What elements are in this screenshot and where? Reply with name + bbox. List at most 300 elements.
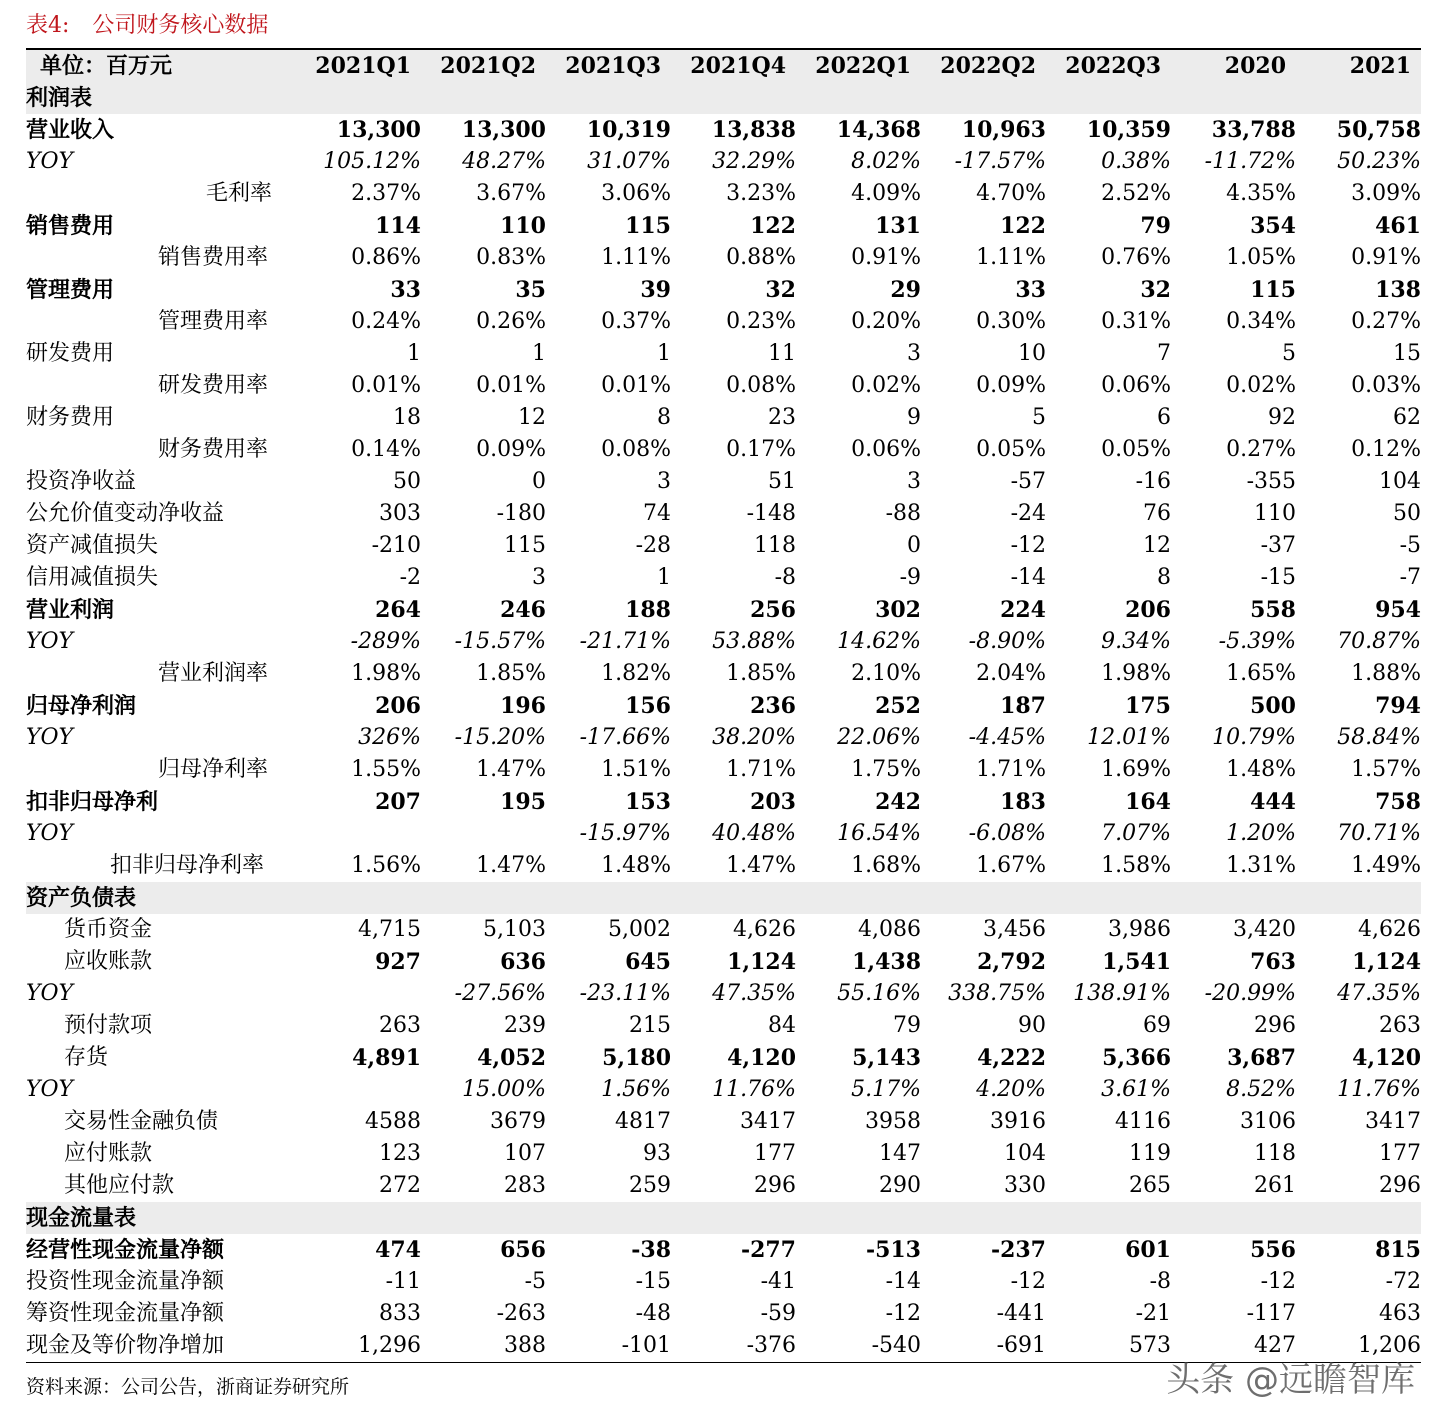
cell-value: -355 xyxy=(1246,469,1296,494)
row-label: 扣非归母净利率 xyxy=(110,853,265,878)
cell-value: -180 xyxy=(496,501,546,526)
cell-value: 104 xyxy=(1379,469,1421,494)
cell-value: 32.29% xyxy=(712,149,796,174)
cell-value: 104 xyxy=(1004,1141,1046,1166)
cell-value: 1.98% xyxy=(1101,661,1171,686)
cell-value: 48.27% xyxy=(462,149,546,174)
cell-value: -15 xyxy=(635,1269,671,1294)
cell-value: 0.31% xyxy=(1101,309,1171,334)
table-row xyxy=(26,850,1421,882)
cell-value: 5,103 xyxy=(483,917,546,942)
cell-value: 6 xyxy=(1157,405,1171,430)
cell-value: 0.01% xyxy=(351,373,421,398)
cell-value: 224 xyxy=(1000,597,1046,623)
header-period: 2022Q2 xyxy=(921,49,1046,82)
cell-value: 2.52% xyxy=(1101,181,1171,206)
cell-value: 74 xyxy=(643,501,671,526)
cell-value xyxy=(796,1202,921,1234)
cell-value: 558 xyxy=(1250,597,1296,623)
cell-value: 79 xyxy=(1140,213,1171,239)
cell-value: 0.09% xyxy=(976,373,1046,398)
cell-value: -8.90% xyxy=(968,629,1046,654)
cell-value: 15 xyxy=(1393,341,1421,366)
cell-value: 2.37% xyxy=(351,181,421,206)
cell-value: 3,456 xyxy=(983,917,1046,942)
cell-value: 175 xyxy=(1125,693,1171,719)
cell-value: 4817 xyxy=(615,1109,671,1134)
cell-value: 138 xyxy=(1375,277,1421,303)
row-label: 其他应付款 xyxy=(64,1173,175,1198)
cell-value: 1 xyxy=(532,341,546,366)
cell-value: 195 xyxy=(500,789,546,815)
cell-value: 110 xyxy=(500,213,546,239)
cell-value: 110 xyxy=(1254,501,1296,526)
table-row xyxy=(26,626,1421,658)
cell-value: 32 xyxy=(765,277,796,303)
cell-value: 10,963 xyxy=(961,117,1046,143)
cell-value: 794 xyxy=(1375,693,1421,719)
cell-value: 4,086 xyxy=(858,917,921,942)
caption-title: 公司财务核心数据 xyxy=(92,13,269,38)
row-label: 应收账款 xyxy=(64,949,153,974)
cell-value xyxy=(671,82,796,114)
row-label: 交易性金融负债 xyxy=(64,1109,219,1134)
cell-value: 1.47% xyxy=(476,853,546,878)
watermark: 头条 @远瞻智库 xyxy=(1166,1360,1415,1400)
cell-value: 763 xyxy=(1250,949,1296,975)
cell-value: 0.05% xyxy=(976,437,1046,462)
table-row xyxy=(26,946,1421,978)
cell-value xyxy=(1296,1202,1421,1234)
cell-value: 290 xyxy=(879,1173,921,1198)
cell-value: 1,206 xyxy=(1358,1333,1421,1358)
cell-value: 3.23% xyxy=(726,181,796,206)
cell-value: 122 xyxy=(750,213,796,239)
cell-value: 2.10% xyxy=(851,661,921,686)
cell-value xyxy=(546,1202,671,1234)
header-period: 2020 xyxy=(1171,49,1296,82)
cell-value: -6.08% xyxy=(968,821,1046,846)
cell-value: -72 xyxy=(1385,1269,1421,1294)
cell-value: 1.51% xyxy=(601,757,671,782)
cell-value: 272 xyxy=(379,1173,421,1198)
cell-value: 1 xyxy=(657,341,671,366)
cell-value: 0.34% xyxy=(1226,309,1296,334)
row-label: 信用减值损失 xyxy=(26,565,159,590)
cell-value: 90 xyxy=(1018,1013,1046,1038)
cell-value: 215 xyxy=(629,1013,671,1038)
cell-value: 833 xyxy=(379,1301,421,1326)
cell-value: 1.31% xyxy=(1226,853,1296,878)
cell-value: 5,002 xyxy=(608,917,671,942)
cell-value: 0.20% xyxy=(851,309,921,334)
cell-value: 0.76% xyxy=(1101,245,1171,270)
table-header-row xyxy=(26,49,1421,82)
cell-value: 206 xyxy=(375,693,421,719)
cell-value: 50 xyxy=(1393,501,1421,526)
row-label: 应付账款 xyxy=(64,1141,153,1166)
cell-value: 601 xyxy=(1125,1237,1171,1263)
cell-value xyxy=(671,1202,796,1234)
header-period: 2021Q3 xyxy=(546,49,671,82)
cell-value: -7 xyxy=(1399,565,1421,590)
cell-value: 4,626 xyxy=(1358,917,1421,942)
cell-value: 50,758 xyxy=(1336,117,1421,143)
row-label: 毛利率 xyxy=(206,181,273,206)
cell-value: 1,438 xyxy=(852,949,921,975)
cell-value: -17.57% xyxy=(954,149,1046,174)
cell-value: 303 xyxy=(379,501,421,526)
cell-value: -513 xyxy=(865,1237,921,1263)
table-row xyxy=(26,658,1421,690)
table-row xyxy=(26,1106,1421,1138)
cell-value: 5 xyxy=(1032,405,1046,430)
cell-value: 115 xyxy=(625,213,671,239)
cell-value: 4,052 xyxy=(477,1045,546,1071)
cell-value: 3 xyxy=(907,341,921,366)
cell-value: 0.24% xyxy=(351,309,421,334)
cell-value: 16.54% xyxy=(837,821,921,846)
cell-value: 10,359 xyxy=(1086,117,1171,143)
cell-value: 38.20% xyxy=(712,725,796,750)
cell-value: -8 xyxy=(774,565,796,590)
cell-value: 13,300 xyxy=(336,117,421,143)
row-label: 财务费用率 xyxy=(158,437,269,462)
cell-value: 79 xyxy=(893,1013,921,1038)
cell-value: 461 xyxy=(1375,213,1421,239)
cell-value: 256 xyxy=(750,597,796,623)
row-label: 公允价值变动净收益 xyxy=(26,501,225,526)
cell-value xyxy=(296,1202,421,1234)
cell-value: 62 xyxy=(1393,405,1421,430)
cell-value xyxy=(796,882,921,914)
section-row xyxy=(26,82,1421,114)
cell-value: 2,792 xyxy=(977,949,1046,975)
cell-value: 556 xyxy=(1250,1237,1296,1263)
cell-value: 32 xyxy=(1140,277,1171,303)
table-row xyxy=(26,1074,1421,1106)
cell-value: 4,626 xyxy=(733,917,796,942)
cell-value: 153 xyxy=(625,789,671,815)
cell-value: 0.08% xyxy=(601,437,671,462)
cell-value: 4.20% xyxy=(976,1077,1046,1102)
cell-value: 33 xyxy=(1015,277,1046,303)
table-row xyxy=(26,210,1421,242)
cell-value: 3,986 xyxy=(1108,917,1171,942)
cell-value: 302 xyxy=(875,597,921,623)
cell-value: 8 xyxy=(1157,565,1171,590)
cell-value: -376 xyxy=(746,1333,796,1358)
cell-value: 1.55% xyxy=(351,757,421,782)
cell-value xyxy=(421,818,546,850)
table-row xyxy=(26,690,1421,722)
cell-value: 1.48% xyxy=(1226,757,1296,782)
cell-value: 1.58% xyxy=(1101,853,1171,878)
row-label: YOY xyxy=(26,981,74,1006)
cell-value: 3.61% xyxy=(1101,1077,1171,1102)
cell-value: 0.05% xyxy=(1101,437,1171,462)
cell-value: 3106 xyxy=(1240,1109,1296,1134)
row-label: 货币资金 xyxy=(64,917,153,942)
cell-value: 296 xyxy=(1254,1013,1296,1038)
table-row xyxy=(26,178,1421,210)
cell-value: 1.75% xyxy=(851,757,921,782)
row-label: YOY xyxy=(26,821,74,846)
cell-value: 3916 xyxy=(990,1109,1046,1134)
cell-value: 3417 xyxy=(740,1109,796,1134)
cell-value: 7.07% xyxy=(1101,821,1171,846)
cell-value: 573 xyxy=(1129,1333,1171,1358)
row-label: 经营性现金流量净额 xyxy=(26,1237,225,1263)
header-period: 2021 xyxy=(1296,49,1421,82)
cell-value: -48 xyxy=(635,1301,671,1326)
cell-value: -37 xyxy=(1260,533,1296,558)
cell-value: -57 xyxy=(1010,469,1046,494)
cell-value: 183 xyxy=(1000,789,1046,815)
cell-value: 123 xyxy=(379,1141,421,1166)
cell-value: 1,124 xyxy=(727,949,796,975)
cell-value: 1.20% xyxy=(1226,821,1296,846)
cell-value: 8.02% xyxy=(851,149,921,174)
cell-value xyxy=(1171,82,1296,114)
cell-value: 0.83% xyxy=(476,245,546,270)
table-row xyxy=(26,114,1421,146)
row-label: 投资净收益 xyxy=(26,469,137,494)
cell-value: 0.02% xyxy=(851,373,921,398)
financial-table xyxy=(26,48,1421,1363)
cell-value: 0.12% xyxy=(1351,437,1421,462)
cell-value: 4.70% xyxy=(976,181,1046,206)
cell-value: -14 xyxy=(1010,565,1046,590)
cell-value: 4,715 xyxy=(358,917,421,942)
cell-value: 261 xyxy=(1254,1173,1296,1198)
cell-value: 265 xyxy=(1129,1173,1171,1198)
cell-value: 4116 xyxy=(1115,1109,1171,1134)
cell-value: 50 xyxy=(393,469,421,494)
cell-value: 954 xyxy=(1375,597,1421,623)
cell-value: 14.62% xyxy=(837,629,921,654)
cell-value: 76 xyxy=(1143,501,1171,526)
cell-value: -16 xyxy=(1135,469,1171,494)
cell-value: 1.88% xyxy=(1351,661,1421,686)
cell-value: 263 xyxy=(379,1013,421,1038)
cell-value: 35 xyxy=(515,277,546,303)
section-row xyxy=(26,882,1421,914)
cell-value: -441 xyxy=(996,1301,1046,1326)
cell-value: 33 xyxy=(390,277,421,303)
row-label: 营业利润率 xyxy=(158,661,269,686)
cell-value: 0.26% xyxy=(476,309,546,334)
cell-value: 93 xyxy=(643,1141,671,1166)
cell-value: 5 xyxy=(1282,341,1296,366)
cell-value: 296 xyxy=(754,1173,796,1198)
source-note: 资料来源：公司公告，浙商证券研究所 xyxy=(26,1376,350,1398)
cell-value: 1.69% xyxy=(1101,757,1171,782)
cell-value: 1 xyxy=(407,341,421,366)
cell-value: 14,368 xyxy=(836,117,921,143)
cell-value: -263 xyxy=(496,1301,546,1326)
cell-value: 0.03% xyxy=(1351,373,1421,398)
cell-value: 1.57% xyxy=(1351,757,1421,782)
table-caption xyxy=(26,8,268,39)
cell-value: -4.45% xyxy=(968,725,1046,750)
cell-value: 3 xyxy=(657,469,671,494)
header-period: 2021Q4 xyxy=(671,49,796,82)
cell-value: 0.06% xyxy=(851,437,921,462)
cell-value: 5,180 xyxy=(602,1045,671,1071)
cell-value: 1.98% xyxy=(351,661,421,686)
row-label: 销售费用 xyxy=(26,213,115,239)
cell-value: -15.20% xyxy=(454,725,546,750)
cell-value: -277 xyxy=(740,1237,796,1263)
cell-value: 31.07% xyxy=(587,149,671,174)
cell-value: 3,420 xyxy=(1233,917,1296,942)
table-row xyxy=(26,1298,1421,1330)
cell-value xyxy=(296,82,421,114)
cell-value: 3417 xyxy=(1365,1109,1421,1134)
cell-value: -28 xyxy=(635,533,671,558)
cell-value: 105.12% xyxy=(323,149,421,174)
cell-value: 206 xyxy=(1125,597,1171,623)
row-label: YOY xyxy=(26,149,74,174)
table-row xyxy=(26,370,1421,402)
cell-value: 147 xyxy=(879,1141,921,1166)
cell-value: 1,124 xyxy=(1352,949,1421,975)
cell-value: -5 xyxy=(524,1269,546,1294)
cell-value: 239 xyxy=(504,1013,546,1038)
cell-value: 13,838 xyxy=(711,117,796,143)
cell-value: 4,120 xyxy=(1352,1045,1421,1071)
cell-value: 1.56% xyxy=(351,853,421,878)
cell-value: 1.11% xyxy=(976,245,1046,270)
cell-value: 207 xyxy=(375,789,421,815)
cell-value: 70.87% xyxy=(1337,629,1421,654)
cell-value xyxy=(1046,1202,1171,1234)
table-row xyxy=(26,786,1421,818)
cell-value: -15.57% xyxy=(454,629,546,654)
row-label: 归母净利率 xyxy=(158,757,269,782)
cell-value xyxy=(921,882,1046,914)
row-label: 预付款项 xyxy=(64,1013,153,1038)
header-period: 2022Q1 xyxy=(796,49,921,82)
cell-value: 13,300 xyxy=(461,117,546,143)
cell-value: 0.02% xyxy=(1226,373,1296,398)
row-label: 利润表 xyxy=(26,82,296,114)
cell-value: 0.01% xyxy=(601,373,671,398)
cell-value: 4588 xyxy=(365,1109,421,1134)
cell-value: -21 xyxy=(1135,1301,1171,1326)
cell-value: 187 xyxy=(1000,693,1046,719)
row-label: 现金流量表 xyxy=(26,1202,296,1234)
cell-value: 236 xyxy=(750,693,796,719)
table-row xyxy=(26,146,1421,178)
cell-value: 4.09% xyxy=(851,181,921,206)
cell-value: 264 xyxy=(375,597,421,623)
cell-value: 115 xyxy=(1250,277,1296,303)
cell-value: 338.75% xyxy=(948,981,1046,1006)
cell-value: 40.48% xyxy=(712,821,796,846)
cell-value: 0.01% xyxy=(476,373,546,398)
table-row xyxy=(26,466,1421,498)
cell-value xyxy=(296,978,421,1010)
table-row xyxy=(26,274,1421,306)
cell-value: 0.88% xyxy=(726,245,796,270)
cell-value: 18 xyxy=(393,405,421,430)
cell-value: 1.85% xyxy=(726,661,796,686)
cell-value: 330 xyxy=(1004,1173,1046,1198)
table-row xyxy=(26,498,1421,530)
cell-value: -24 xyxy=(1010,501,1046,526)
cell-value: 84 xyxy=(768,1013,796,1038)
row-label: 营业利润 xyxy=(26,597,115,623)
table-row xyxy=(26,818,1421,850)
cell-value: 0 xyxy=(532,469,546,494)
cell-value: 0.08% xyxy=(726,373,796,398)
cell-value: 815 xyxy=(1375,1237,1421,1263)
cell-value: 474 xyxy=(375,1237,421,1263)
cell-value: 1.71% xyxy=(726,757,796,782)
cell-value xyxy=(921,1202,1046,1234)
cell-value xyxy=(1296,82,1421,114)
cell-value: 0.06% xyxy=(1101,373,1171,398)
cell-value: -148 xyxy=(746,501,796,526)
cell-value: -5.39% xyxy=(1218,629,1296,654)
cell-value: 107 xyxy=(504,1141,546,1166)
cell-value: -15.97% xyxy=(579,821,671,846)
cell-value: 138.91% xyxy=(1073,981,1171,1006)
cell-value: 1.71% xyxy=(976,757,1046,782)
cell-value xyxy=(1171,882,1296,914)
cell-value: -117 xyxy=(1246,1301,1296,1326)
cell-value: 12.01% xyxy=(1087,725,1171,750)
cell-value: 354 xyxy=(1250,213,1296,239)
cell-value: 427 xyxy=(1254,1333,1296,1358)
cell-value xyxy=(1046,82,1171,114)
cell-value: -27.56% xyxy=(454,981,546,1006)
cell-value: 263 xyxy=(1379,1013,1421,1038)
row-label: 归母净利润 xyxy=(26,693,137,719)
cell-value: 196 xyxy=(500,693,546,719)
cell-value: 53.88% xyxy=(712,629,796,654)
cell-value: -12 xyxy=(1260,1269,1296,1294)
cell-value: -15 xyxy=(1260,565,1296,590)
cell-value: -17.66% xyxy=(579,725,671,750)
cell-value: 1.56% xyxy=(601,1077,671,1102)
cell-value: 11 xyxy=(768,341,796,366)
cell-value xyxy=(296,1074,421,1106)
cell-value: 645 xyxy=(625,949,671,975)
cell-value: -23.11% xyxy=(579,981,671,1006)
cell-value: 1,296 xyxy=(358,1333,421,1358)
cell-value: 463 xyxy=(1379,1301,1421,1326)
cell-value: 0.91% xyxy=(851,245,921,270)
table-row xyxy=(26,338,1421,370)
row-label: YOY xyxy=(26,1077,74,1102)
table-row xyxy=(26,1170,1421,1202)
cell-value: 92 xyxy=(1268,405,1296,430)
cell-value: 4,891 xyxy=(352,1045,421,1071)
cell-value xyxy=(671,882,796,914)
table-row xyxy=(26,434,1421,466)
cell-value: -14 xyxy=(885,1269,921,1294)
cell-value: 39 xyxy=(640,277,671,303)
row-label: 管理费用率 xyxy=(158,309,269,334)
cell-value: 1.11% xyxy=(601,245,671,270)
cell-value: 70.71% xyxy=(1337,821,1421,846)
header-period: 2021Q1 xyxy=(296,49,421,82)
table-row xyxy=(26,402,1421,434)
cell-value xyxy=(546,82,671,114)
